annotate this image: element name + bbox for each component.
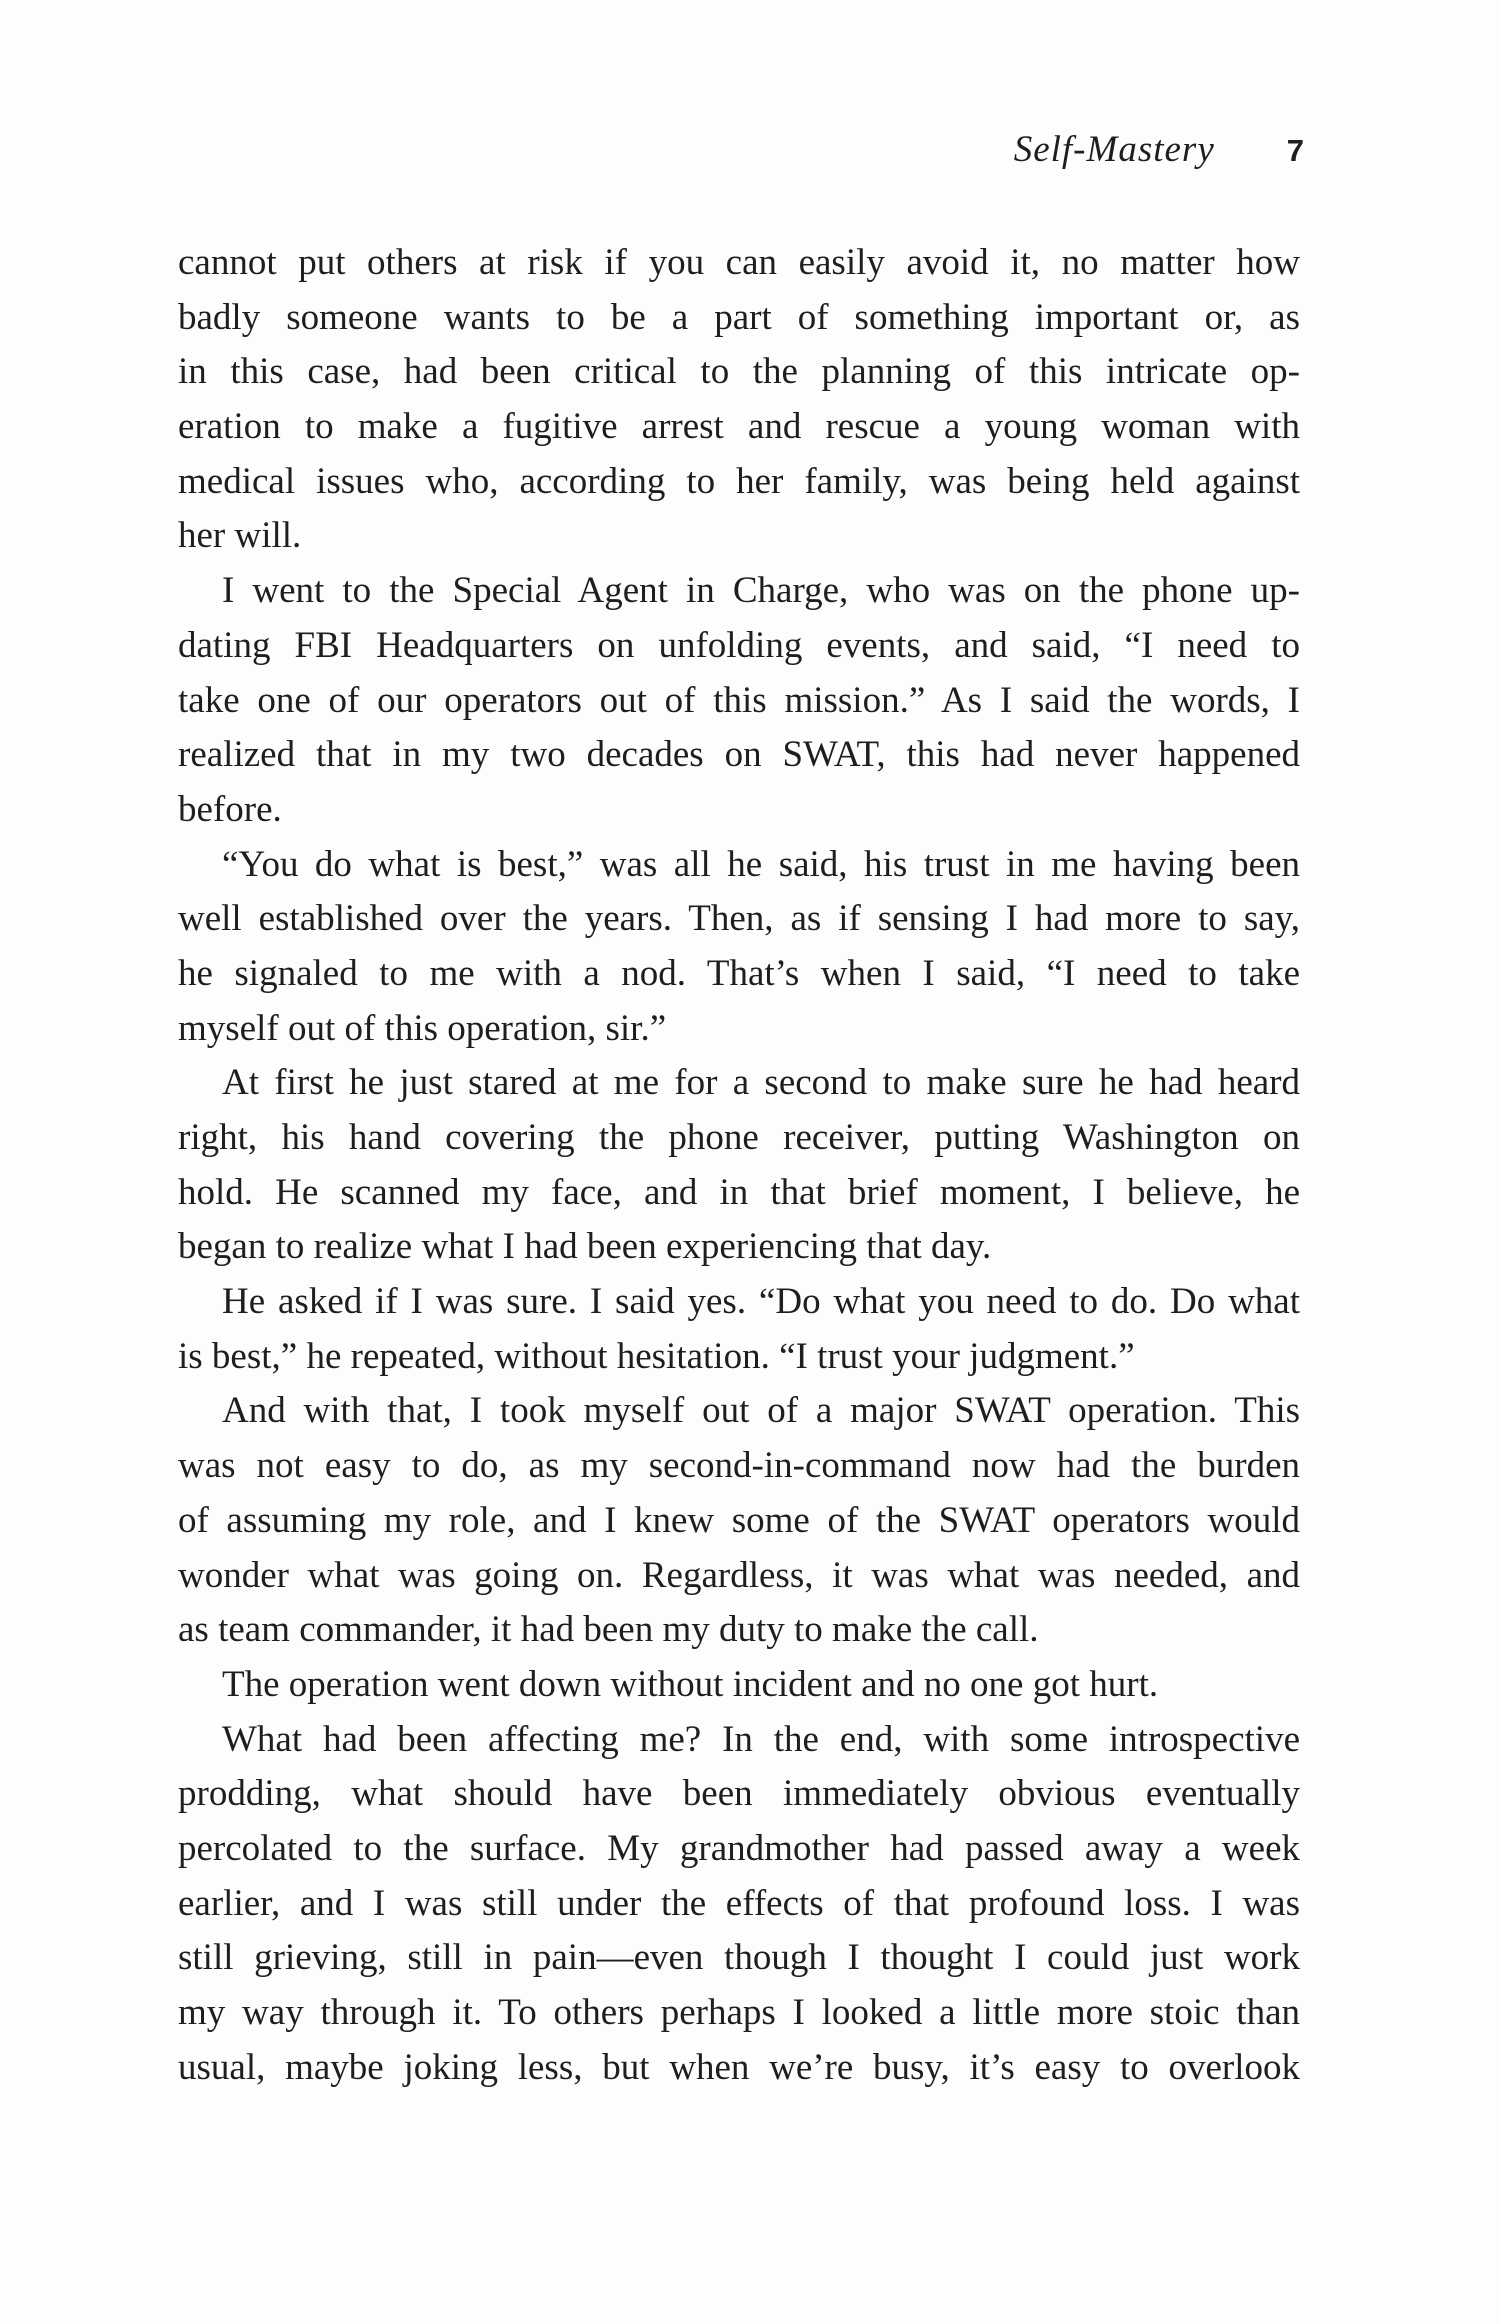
running-head xyxy=(1014,128,1305,171)
text-line: What had been affecting me? In the end, with some introspective xyxy=(222,1718,1300,1760)
body-text xyxy=(178,236,1300,2095)
text-line: well established over the years. Then, as if sensing I had more to say, xyxy=(178,898,1300,940)
text-line: began to realize what I had been experiencing that day. xyxy=(178,1226,992,1268)
text-line: in this case, had been critical to the planning of this intricate op- xyxy=(178,351,1300,393)
text-line: still grieving, still in pain—even though I thought I could just work xyxy=(178,1937,1300,1979)
text-line: right, his hand covering the phone receiver, putting Washington on xyxy=(178,1117,1300,1158)
text-line: The operation went down without incident and no one got hurt. xyxy=(222,1663,1159,1705)
text-line: At first he just stared at me for a second to make sure he had heard xyxy=(222,1062,1300,1104)
text-line: percolated to the surface. My grandmother had passed away a week xyxy=(178,1827,1300,1869)
text-line: hold. He scanned my face, and in that brief moment, I believe, he xyxy=(178,1171,1300,1213)
text-line: dating FBI Headquarters on unfolding events, and said, “I need to xyxy=(178,624,1300,666)
text-line: myself out of this operation, sir.” xyxy=(178,1007,667,1049)
text-line: as team commander, it had been my duty to make the call. xyxy=(178,1609,1039,1651)
text-line: medical issues who, according to her family, was being held against xyxy=(178,460,1300,502)
text-line: eration to make a fugitive arrest and rescue a young woman with xyxy=(178,406,1300,448)
text-line: “You do what is best,” was all he said, his trust in me having been xyxy=(222,843,1300,885)
text-line: I went to the Special Agent in Charge, who was on the phone up- xyxy=(222,570,1300,612)
text-line: before. xyxy=(178,788,282,830)
page-number: 7 xyxy=(1286,133,1305,168)
text-line: he signaled to me with a nod. That’s when I said, “I need to take xyxy=(178,952,1300,994)
text-line: her will. xyxy=(178,515,302,557)
text-line: badly someone wants to be a part of something important or, as xyxy=(178,296,1300,338)
text-line: of assuming my role, and I knew some of the SWAT operators would xyxy=(178,1499,1300,1541)
text-line: is best,” he repeated, without hesitation. “I trust your judgment.” xyxy=(178,1335,1135,1377)
text-line: realized that in my two decades on SWAT, this had never happened xyxy=(178,734,1300,776)
text-line: He asked if I was sure. I said yes. “Do what you need to do. Do what xyxy=(222,1281,1300,1323)
text-line: earlier, and I was still under the effects of that profound loss. I was xyxy=(178,1882,1300,1924)
running-head-title: Self-Mastery xyxy=(1013,129,1215,170)
text-line: usual, maybe joking less, but when we’re busy, it’s easy to overlook xyxy=(178,2046,1300,2088)
text-line: cannot put others at risk if you can easily avoid it, no matter how xyxy=(178,242,1300,283)
text-line: was not easy to do, as my second-in-command now had the burden xyxy=(178,1445,1300,1487)
text-line: prodding, what should have been immediately obvious eventually xyxy=(178,1773,1300,1815)
text-line: take one of our operators out of this mission.” As I said the words, I xyxy=(178,679,1300,721)
text-line: And with that, I took myself out of a major SWAT operation. This xyxy=(222,1390,1300,1432)
text-line: wonder what was going on. Regardless, it was what was needed, and xyxy=(178,1554,1300,1596)
text-line: my way through it. To others perhaps I looked a little more stoic than xyxy=(178,1992,1300,2033)
